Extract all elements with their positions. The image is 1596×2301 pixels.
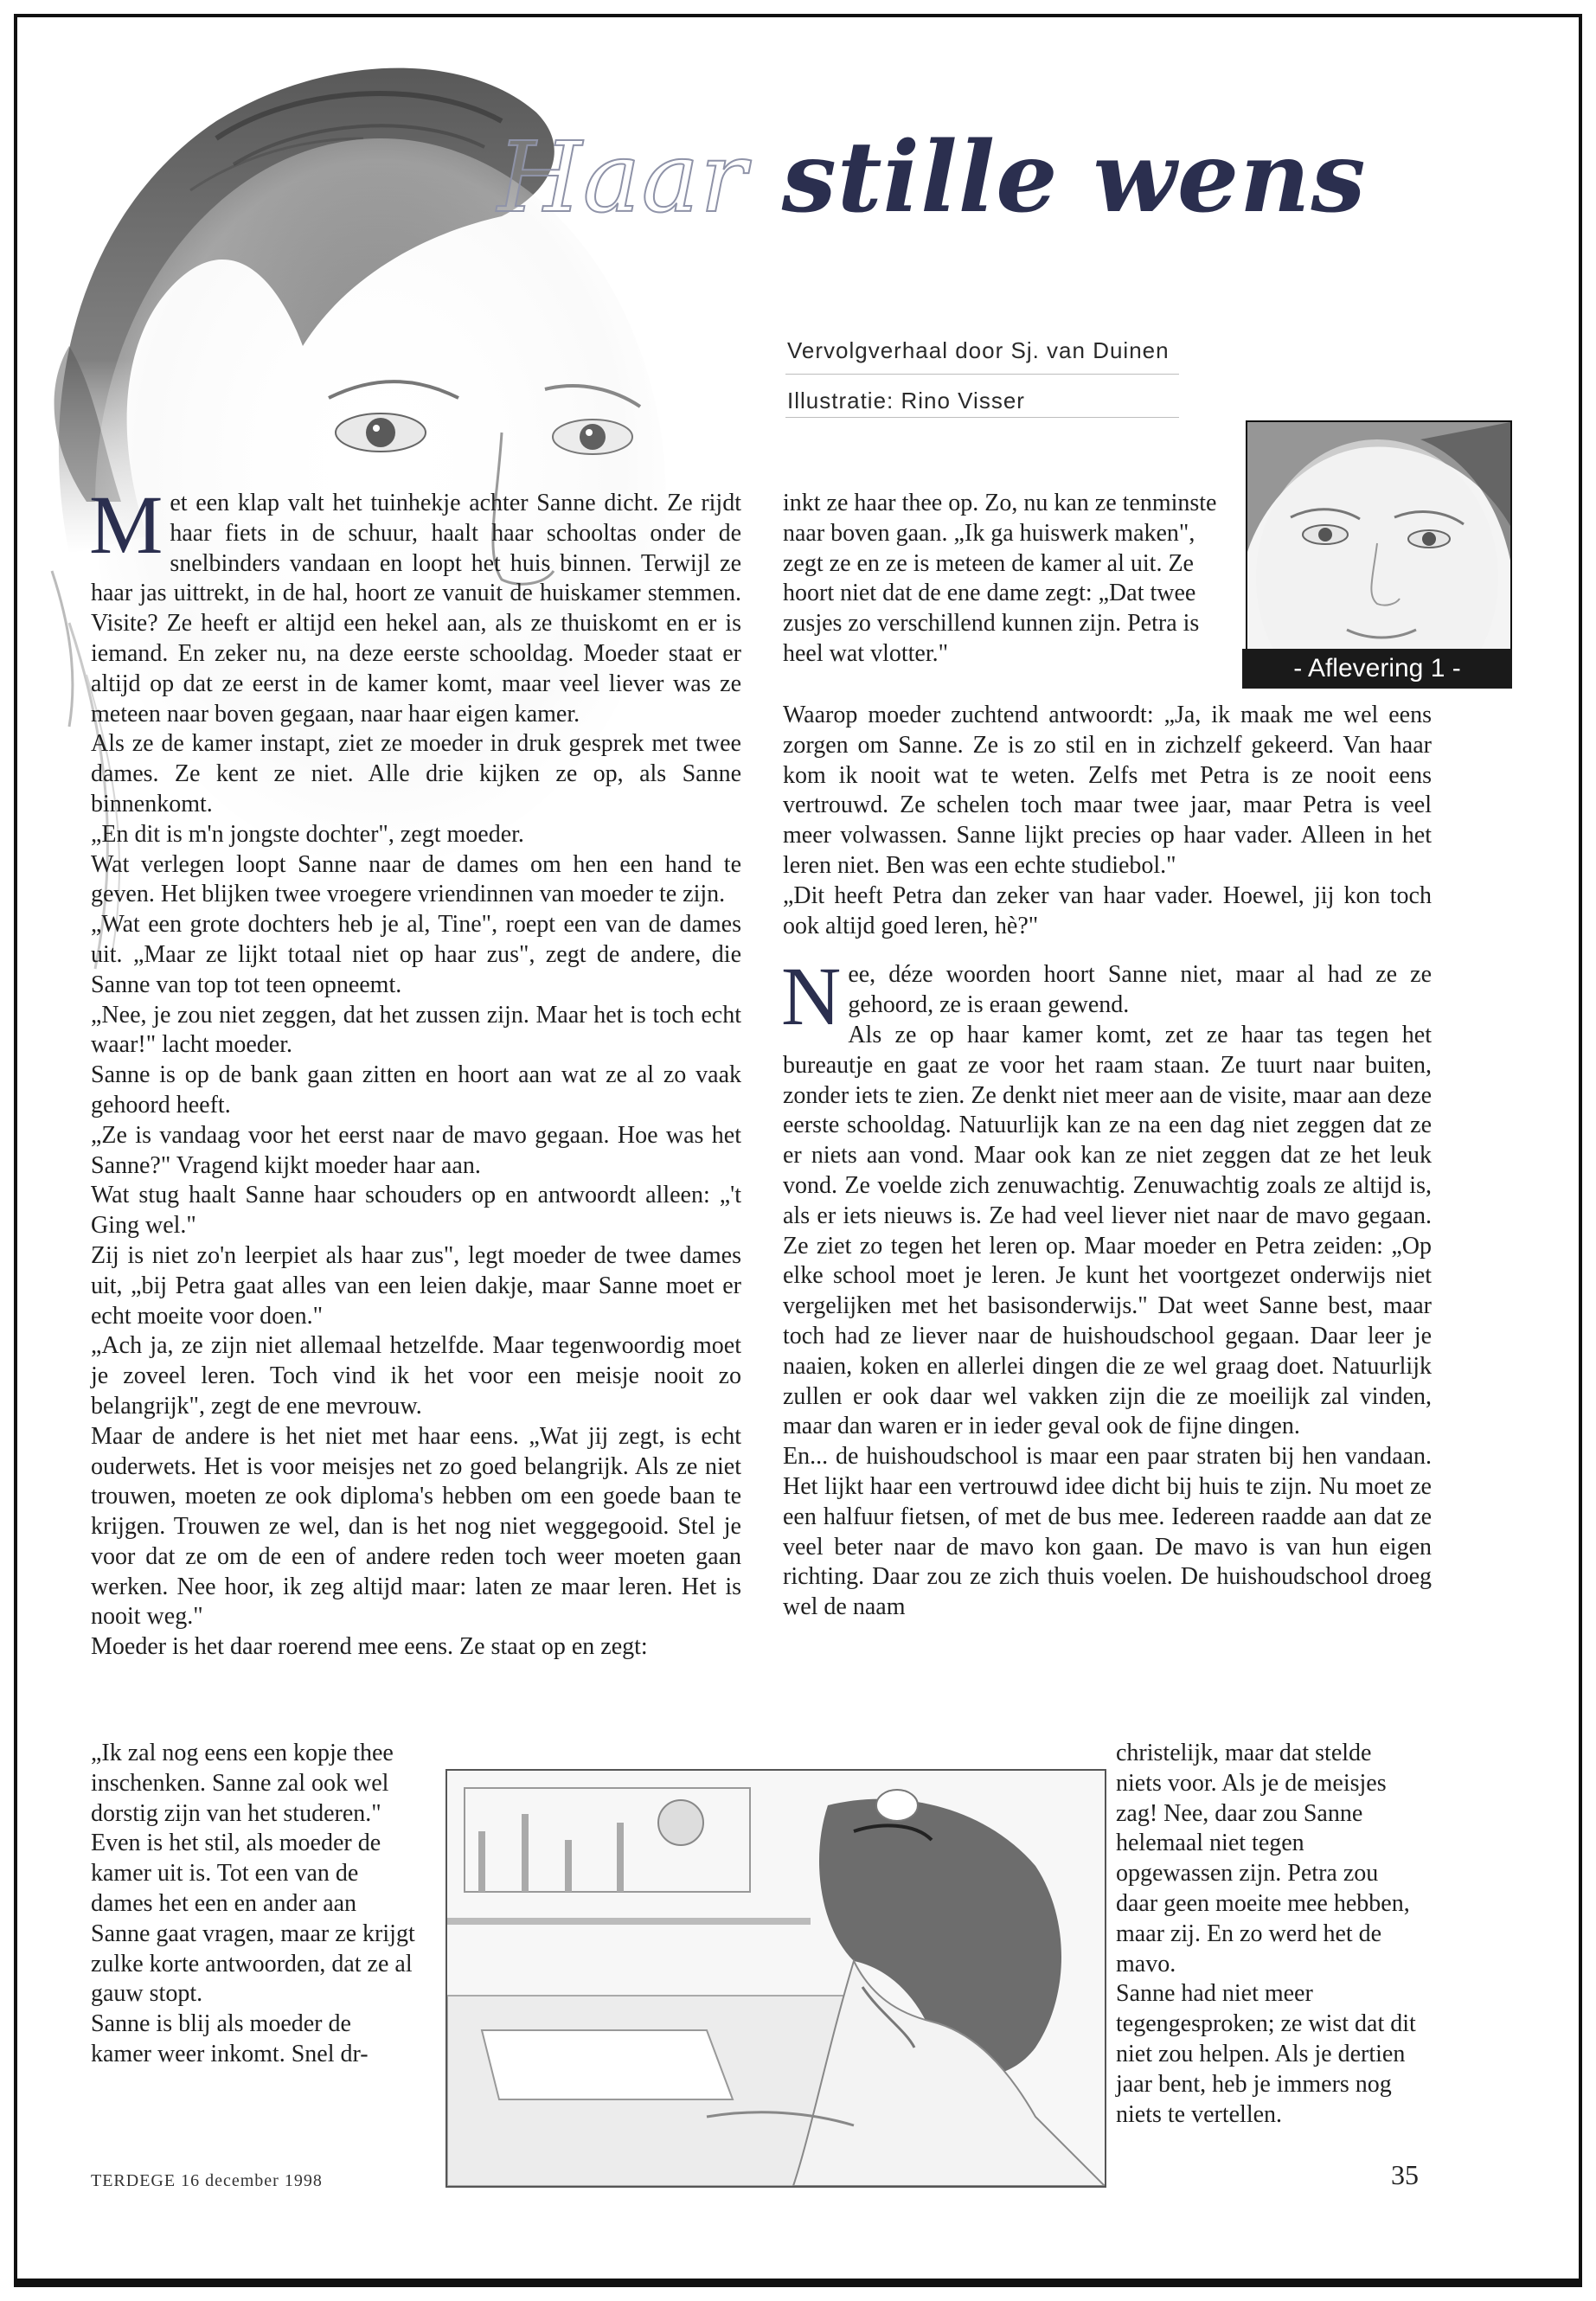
paragraph: Zij is niet zo'n leerpiet als haar zus", legt moeder de twee dames uit, „bij Petra gaat alles van een leien dakje, maar Sanne moet er echt moeite voor doen." <box>91 1241 741 1330</box>
episode-badge: - Aflevering 1 - <box>1242 649 1512 689</box>
paragraph: Even is het stil, als moeder de kamer uit is. Tot een van de dames het een en ander aan Sanne gaat vragen, maar ze krijgt zulke korte antwoorden, dat ze al gauw stopt. <box>91 1830 415 2008</box>
left-column <box>89 478 741 1663</box>
episode-portrait <box>1246 420 1512 683</box>
paragraph: En... de huishoudschool is maar een paar straten bij hen vandaan. Het lijkt haar een vertrouwd idee dicht bij huis te zijn. Nu moet ze een halfuur fietsen, of met de bus mee. Iedereen raadde aan dat ze veel beter naar de mavo kon gaan. De mavo is van hun eigen richting. Daar zou ze zich thuis voelen. De huishoudschool droeg wel de naam <box>783 1443 1432 1621</box>
credit-divider-2 <box>785 417 1179 418</box>
paragraph: „Ach ja, ze zijn niet allemaal hetzelfde. Maar tegenwoordig moet je zoveel leren. Toch vind ik het voor een meisje nooit zo belangrijk", zegt de ene mevrouw. <box>91 1332 741 1420</box>
right-narrow-column <box>1116 1739 1423 2130</box>
paragraph: „Ze is vandaag voor het eerst naar de mavo gegaan. Hoe was het Sanne?" Vragend kijkt moeder haar aan. <box>91 1121 741 1179</box>
paragraph: „Wat een grote dochters heb je al, Tine", roept een van de dames uit. „Maar ze lijkt totaal niet op haar zus", zegt de andere, die Sanne van top tot teen opneemt. <box>91 911 741 998</box>
title-ghost-word: Haar <box>497 122 747 234</box>
dropcap-m: M <box>89 478 163 571</box>
paragraph: ee, déze woorden hoort Sanne niet, maar al had ze ze gehoord, ze is eraan gewend. <box>848 961 1432 1019</box>
dropcap-n: N <box>781 950 842 1043</box>
paragraph: Maar de andere is het niet met haar eens. „Wat jij zegt, is echt ouderwets. Het is voor meisjes net zo goed belangrijk. Als ze niet trouwen, moeten ze ook diploma's hebben om een goede baan te krijgen. Trouwen ze wel, dan is het nog niet weggegooid. Stel je voor dat ze om de een of andere reden toch weer moeten gaan werken. Nee hoor, ik zeg altijd maar: laten ze maar leren. Het is nooit weg." <box>91 1422 741 1631</box>
paragraph: Als ze de kamer instapt, ziet ze moeder in druk gesprek met twee dames. Ze kent ze niet. Alle drie kijken ze op, als Sanne binnenkomt. <box>91 730 741 817</box>
paragraph: Wat stug haalt Sanne haar schouders op en antwoordt alleen: „'t Ging wel." <box>91 1182 741 1240</box>
paragraph: Wat verlegen loopt Sanne naar de dames om hen een hand te geven. Het blijken twee vroegere vriendinnen van moeder te zijn. <box>91 850 741 908</box>
left-narrow-column <box>91 1739 415 2070</box>
paragraph: „Nee, je zou niet zeggen, dat het zussen zijn. Maar het is toch echt waar!" lacht moeder. <box>91 1001 741 1059</box>
paragraph: Moeder is het daar roerend mee eens. Ze staat op en zegt: <box>91 1633 648 1661</box>
paragraph: christelijk, maar dat stelde niets voor. Als je de meisjes zag! Nee, daar zou Sanne helemaal niet tegen opgewassen zijn. Petra zou daar geen moeite mee hebben, maar zij. En zo werd het de mavo. <box>1116 1740 1410 1977</box>
paragraph: et een klap valt het tuinhekje achter Sanne dicht. Ze rijdt haar fiets in de schuur, haalt haar schooltas onder de snelbinders vandaan en loopt het huis binnen. Terwijl ze haar jas uittrekt, in de hal, hoort ze vanuit de huiskamer stemmen. Visite? Ze heeft er altijd een hekel aan, als ze thuiskomt en er is iemand. En zeker nu, na deze eerste schooldag. Moeder staat er altijd op dat ze eerst in de kamer komt, maar veel liever was ze meteen naar boven gegaan, naar haar eigen kamer. <box>91 490 741 727</box>
right-top-column <box>783 489 1228 670</box>
publication-footer: TERDEGE 16 december 1998 <box>91 2171 323 2190</box>
right-column <box>783 701 1432 1623</box>
paragraph: „En dit is m'n jongste dochter", zegt moeder. <box>91 820 524 848</box>
paragraph: Als ze op haar kamer komt, zet ze haar tas tegen het bureautje en gaat ze voor het raam staan. Ze tuurt naar buiten, zonder iets te zien. Ze denkt niet meer aan de visite, maar aan deze eerste schooldag. Natuurlijk kan ze na een dag niet zeggen dat ze er niets aan vond. Maar ook kan ze niet zeggen dat ze het leuk vond. Ze voelde zich zenuwachtig. Zenuwachtig zoals ze altijd is, als er iets nieuws is. Ze had veel liever niet naar de mavo gegaan. Ze ziet zo tegen het leren op. Maar moeder en Petra zeiden: „Op elke school moet je leren. Je kunt het voortgezet onderwijs niet vergelijken met het basisonderwijs." Dat weet Sanne best, maar toch had ze liever naar de huishoudschool gegaan. Daar leer je naaien, koken en allerlei dingen die ze wel graag doet. Natuurlijk zullen er ook daar wel vakken zijn die ze moeilijk zal vinden, maar dan waren er in ieder geval ook de fijne dingen. <box>783 1021 1432 1440</box>
author-credit: Vervolgverhaal door Sj. van Duinen <box>787 337 1170 363</box>
paragraph: Sanne had niet meer tegengesproken; ze wist dat dit niet zou helpen. Als je dertien jaar bent, heb je immers nog niets te vertellen. <box>1116 1980 1416 2128</box>
title-main: stille wens <box>781 121 1367 234</box>
paragraph: „Dit heeft Petra dan zeker van haar vader. Hoewel, jij kon toch ook altijd goed leren, hè?" <box>783 881 1432 939</box>
paragraph: Sanne is op de bank gaan zitten en hoort aan wat ze al zo vaak gehoord heeft. <box>91 1061 741 1118</box>
article-title <box>497 121 1367 234</box>
credit-divider <box>785 374 1179 375</box>
paragraph: Sanne is blij als moeder de kamer weer inkomt. Snel dr- <box>91 2010 369 2067</box>
paragraph: „Ik zal nog eens een kopje thee inschenken. Sanne zal ook wel dorstig zijn van het studeren." <box>91 1740 394 1827</box>
page-number: 35 <box>1391 2159 1419 2190</box>
illustrator-credit: Illustratie: Rino Visser <box>787 388 1025 413</box>
girl-at-desk-illustration <box>445 1769 1106 2188</box>
paragraph: Waarop moeder zuchtend antwoordt: „Ja, ik maak me wel eens zorgen om Sanne. Ze is zo stil en in zichzelf gekeerd. Van haar kom ik nooit wat te weten. Zelfs met Petra is ze nooit eens vertrouwd. Ze schelen toch maar twee jaar, maar Petra is veel meer volwassen. Sanne lijkt precies op haar vader. Alleen in het leren niet. Ben was een echte studiebol." <box>783 702 1432 879</box>
paragraph: inkt ze haar thee op. Zo, nu kan ze tenminste naar boven gaan. „Ik ga huiswerk maken", zegt ze en ze is meteen de kamer al uit. Ze hoort niet dat de ene dame zegt: „Dat twee zusjes zo verschillend kunnen zijn. Petra is heel wat vlotter." <box>783 490 1217 667</box>
